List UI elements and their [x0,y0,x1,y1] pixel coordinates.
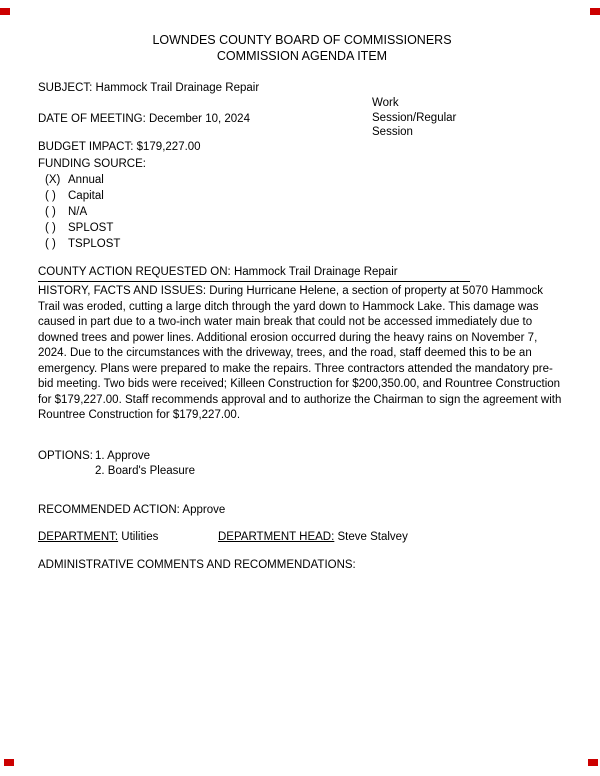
recommended-action-value: Approve [182,503,226,516]
title-line-2: COMMISSION AGENDA ITEM [216,49,388,63]
subject-value: Hammock Trail Drainage Repair [95,82,260,94]
option-item-approve: 1. Approve [95,449,150,462]
budget-impact-value: $179,227.00 [136,141,201,153]
department-value: Utilities [121,531,159,543]
checkbox-mark: ( ) [45,237,56,250]
county-action-value: Hammock Trail Drainage Repair [233,265,398,278]
funding-option-splost [38,220,566,236]
options-block [38,449,566,480]
funding-source-block [38,156,566,252]
session-type: Work Session/Regular Session [372,97,457,138]
funding-option-tsplost [38,236,566,252]
county-action-label: COUNTY ACTION REQUESTED ON: [38,265,231,278]
corner-mark-bottom-left [4,759,14,766]
option-item-boards-pleasure: 2. Board's Pleasure [95,465,196,477]
department-head-value: Steve Stalvey [337,531,408,543]
funding-option-label: Annual [68,173,104,186]
funding-option-label: TSPLOST [68,237,121,250]
history-text: During Hurricane Helene, a section of property at 5070 Hammock Trail was eroded, cutting a large ditch through the yard down to Hammock Lake. This damage was caused in part due to a two-inch water main break that could not be accessed immediately due to downed trees and power lines. Additional erosion occurred during the heavy rains on November 7, 2024. Due to the circumstances with the driveway, trees, and the road, staff deemed this to be an emergency. Plans were prepared to make the repairs. Three contractors attended the mandatory pre-bid meeting. Two bids were received; Killeen Construction for $200,350.00, and Rountree Construction for $179,227.00. Staff recommends approval and to authorize the Chairman to sign the agreement with Rountree Construction for $179,227.00. [38,285,562,421]
meeting-date-label: DATE OF MEETING: [38,112,146,125]
recommended-action-label: RECOMMENDED ACTION: [38,503,180,516]
county-action-line [38,265,470,283]
subject-line [38,81,566,97]
funding-option-label: Capital [68,189,104,202]
meeting-date-value: December 10, 2024 [148,112,250,125]
admin-comments-line: ADMINISTRATIVE COMMENTS AND RECOMMENDATIONS: [38,558,356,571]
history-label: HISTORY, FACTS AND ISSUES: [38,285,207,297]
department-head-field [218,530,408,546]
funding-option-na [38,204,566,220]
subject-label: SUBJECT: [38,82,93,94]
department-line [38,530,566,546]
checkbox-mark: ( ) [45,221,56,234]
funding-option-capital [38,188,566,204]
corner-mark-top-left [0,8,10,15]
document-title [38,32,566,64]
checkbox-mark: ( ) [45,189,56,202]
title-line-1: LOWNDES COUNTY BOARD OF COMMISSIONERS [152,33,452,47]
department-label: DEPARTMENT: [38,531,119,543]
department-head-label: DEPARTMENT HEAD: [218,531,335,543]
corner-mark-bottom-right [588,759,598,766]
options-label: OPTIONS: [38,449,93,462]
funding-option-annual [38,172,566,188]
funding-source-label: FUNDING SOURCE: [38,157,146,170]
budget-impact-label: BUDGET IMPACT: [38,141,134,153]
recommended-action-line [38,503,566,519]
options-items [95,449,195,480]
meeting-date-line [38,112,566,128]
funding-option-label: SPLOST [68,221,114,234]
corner-mark-top-right [590,8,600,15]
history-facts-issues [38,284,566,424]
department-field [38,530,218,546]
funding-option-label: N/A [68,205,88,218]
checkbox-mark: (X) [45,173,61,186]
checkbox-mark: ( ) [45,205,56,218]
budget-impact-line [38,140,566,156]
